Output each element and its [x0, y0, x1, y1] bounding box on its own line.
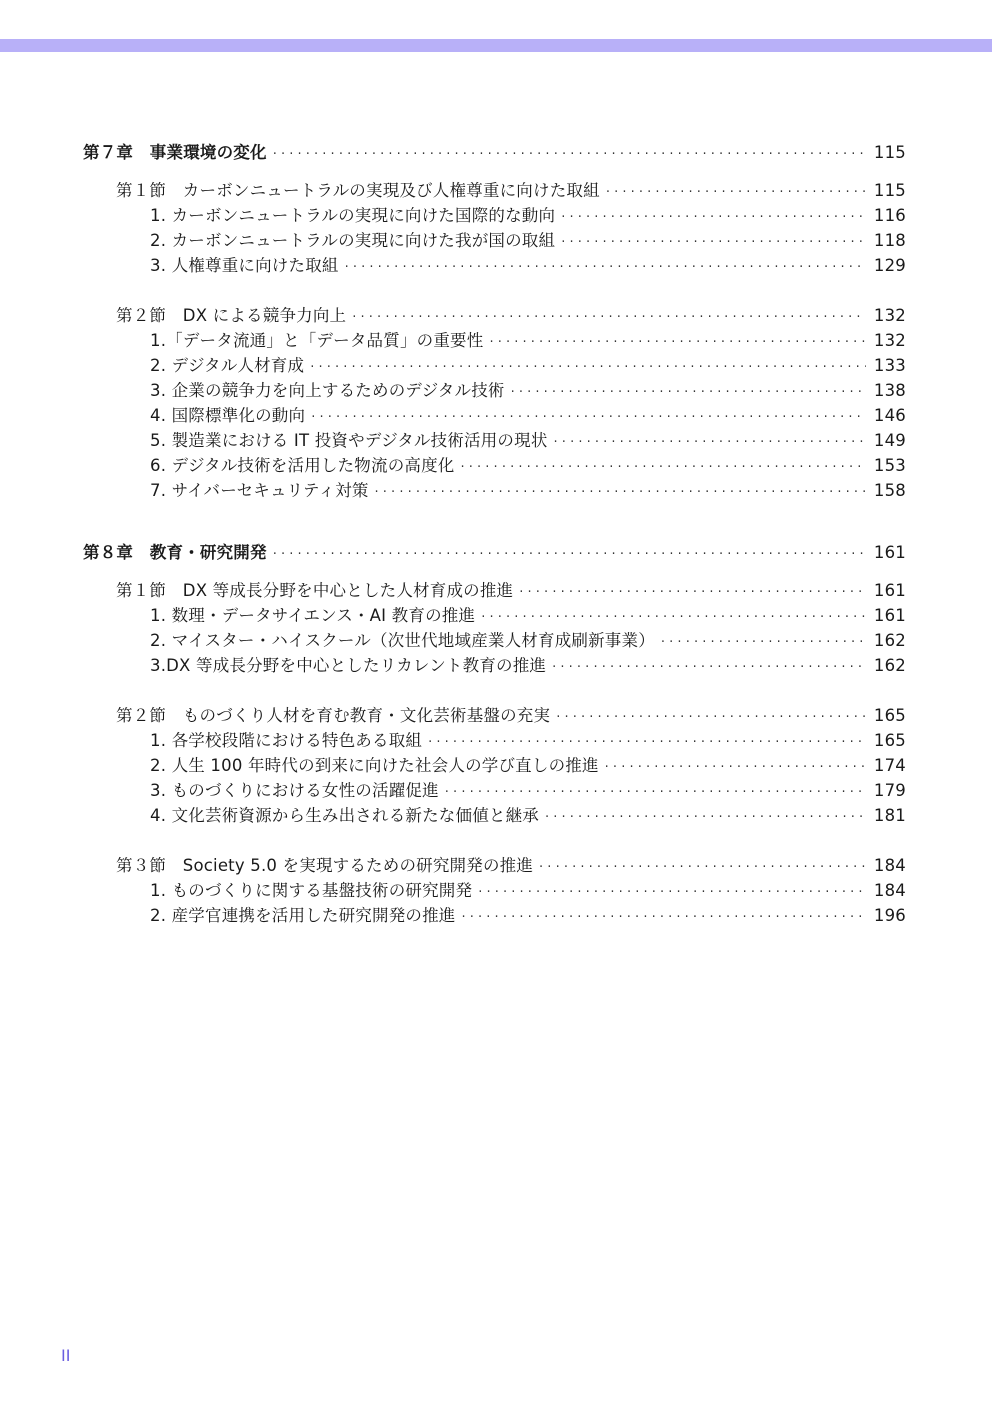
toc-item-row[interactable]	[150, 605, 906, 627]
toc-entry-page: 161	[873, 606, 906, 625]
toc-item-row[interactable]	[150, 730, 906, 752]
toc-entry-page: 184	[873, 881, 906, 900]
toc-entry-page: 165	[873, 731, 906, 750]
toc-entry-page: 184	[873, 856, 906, 875]
toc-entry-page: 165	[873, 706, 906, 725]
toc-entry-title: 3. 人権尊重に向けた取組	[150, 256, 339, 275]
toc-entry-title: 第２節 ものづくり人材を育む教育・文化芸術基盤の充実	[116, 706, 551, 725]
toc-entry-title: 1. 数理・データサイエンス・AI 教育の推進	[150, 606, 476, 625]
toc-dot-leader	[554, 432, 866, 454]
toc-entry-page: 129	[873, 256, 906, 275]
toc-dot-leader	[605, 757, 866, 779]
toc-chapter-row[interactable]	[83, 142, 906, 164]
toc-chapter-row[interactable]	[83, 542, 906, 564]
toc-item-row[interactable]	[150, 330, 906, 352]
toc-entry-page: 118	[873, 231, 906, 250]
toc-entry-title: 第１節 カーボンニュートラルの実現及び人権尊重に向けた取組	[116, 181, 600, 200]
toc-dot-leader	[489, 332, 865, 354]
toc-entry-title: 6. デジタル技術を活用した物流の高度化	[150, 456, 455, 475]
toc-entry-page: 132	[873, 331, 906, 350]
toc-entry-title: 第７章 事業環境の変化	[83, 143, 267, 162]
toc-entry-title: 4. 文化芸術資源から生み出される新たな価値と継承	[150, 806, 539, 825]
page-number: II	[61, 1346, 71, 1365]
toc-dot-leader	[545, 807, 866, 829]
toc-entry-title: 2. 産学官連携を活用した研究開発の推進	[150, 906, 456, 925]
toc-section-row[interactable]	[116, 705, 906, 727]
toc-dot-leader	[481, 607, 866, 629]
toc-dot-leader	[273, 544, 866, 566]
toc-dot-leader	[552, 657, 866, 679]
toc-entry-title: 2. 人生 100 年時代の到来に向けた社会人の学び直しの推進	[150, 756, 599, 775]
toc-entry-page: 174	[873, 756, 906, 775]
toc-dot-leader	[345, 257, 866, 279]
toc-entry-page: 116	[873, 206, 906, 225]
toc-entry-title: 7. サイバーセキュリティ対策	[150, 481, 369, 500]
toc-entry-title: 第１節 DX 等成長分野を中心とした人材育成の推進	[116, 581, 514, 600]
toc-item-row[interactable]	[150, 255, 906, 277]
toc-dot-leader	[461, 457, 866, 479]
toc-entry-page: 179	[873, 781, 906, 800]
toc-entry-title: 第２節 DX による競争力向上	[116, 306, 347, 325]
toc-entry-title: 2. カーボンニュートラルの実現に向けた我が国の取組	[150, 231, 556, 250]
toc-dot-leader	[561, 207, 866, 229]
toc-item-row[interactable]	[150, 205, 906, 227]
toc-item-row[interactable]	[150, 780, 906, 802]
toc-dot-leader	[428, 732, 866, 754]
toc-section-row[interactable]	[116, 180, 906, 202]
toc-entry-title: 3. 企業の競争力を向上するためのデジタル技術	[150, 381, 505, 400]
toc-entry-page: 133	[873, 356, 906, 375]
toc-item-row[interactable]	[150, 655, 906, 677]
toc-entry-title: 3.DX 等成長分野を中心としたリカレント教育の推進	[150, 656, 547, 675]
toc-entry-page: 115	[873, 181, 906, 200]
toc-entry-page: 149	[873, 431, 906, 450]
toc-entry-page: 196	[873, 906, 906, 925]
toc-item-row[interactable]	[150, 355, 906, 377]
toc-dot-leader	[519, 582, 866, 604]
toc-dot-leader	[661, 632, 866, 654]
toc-dot-leader	[462, 907, 866, 929]
toc-entry-title: 1. ものづくりに関する基盤技術の研究開発	[150, 881, 473, 900]
toc-entry-title: 2. マイスター・ハイスクール（次世代地域産業人材育成刷新事業）	[150, 631, 655, 650]
toc-item-row[interactable]	[150, 805, 906, 827]
toc-dot-leader	[311, 407, 866, 429]
toc-item-row[interactable]	[150, 630, 906, 652]
toc-item-row[interactable]	[150, 380, 906, 402]
toc-entry-title: 5. 製造業における IT 投資やデジタル技術活用の現状	[150, 431, 548, 450]
toc-item-row[interactable]	[150, 880, 906, 902]
toc-entry-page: 162	[873, 656, 906, 675]
toc-entry-page: 115	[873, 143, 906, 162]
toc-entry-page: 153	[873, 456, 906, 475]
header-accent-bar	[0, 39, 992, 52]
toc-entry-title: 2. デジタル人材育成	[150, 356, 305, 375]
toc-section-row[interactable]	[116, 580, 906, 602]
toc-dot-leader	[606, 182, 866, 204]
toc-entry-title: 4. 国際標準化の動向	[150, 406, 306, 425]
toc-item-row[interactable]	[150, 405, 906, 427]
toc-dot-leader	[273, 144, 866, 166]
toc-item-row[interactable]	[150, 230, 906, 252]
toc-dot-leader	[478, 882, 866, 904]
toc-entry-title: 1.「データ流通」と「データ品質」の重要性	[150, 331, 484, 350]
toc-dot-leader	[556, 707, 866, 729]
toc-dot-leader	[511, 382, 866, 404]
toc-dot-leader	[310, 357, 866, 379]
toc-item-row[interactable]	[150, 455, 906, 477]
toc-entry-title: 第３節 Society 5.0 を実現するための研究開発の推進	[116, 856, 534, 875]
toc-section-row[interactable]	[116, 855, 906, 877]
toc-entry-page: 158	[873, 481, 906, 500]
toc-item-row[interactable]	[150, 480, 906, 502]
toc-item-row[interactable]	[150, 430, 906, 452]
toc-item-row[interactable]	[150, 905, 906, 927]
toc-entry-title: 3. ものづくりにおける女性の活躍促進	[150, 781, 439, 800]
toc-entry-page: 146	[873, 406, 906, 425]
toc-item-row[interactable]	[150, 755, 906, 777]
toc-entry-page: 132	[873, 306, 906, 325]
toc-entry-page: 162	[873, 631, 906, 650]
toc-entry-page: 181	[873, 806, 906, 825]
toc-entry-title: 1. 各学校段階における特色ある取組	[150, 731, 423, 750]
toc-entry-page: 161	[873, 581, 906, 600]
toc-entry-title: 1. カーボンニュートラルの実現に向けた国際的な動向	[150, 206, 556, 225]
toc-section-row[interactable]	[116, 305, 906, 327]
toc-entry-page: 161	[873, 543, 906, 562]
toc-dot-leader	[561, 232, 866, 254]
toc-dot-leader	[445, 782, 866, 804]
toc-dot-leader	[539, 857, 866, 879]
toc-dot-leader	[352, 307, 866, 329]
toc-entry-page: 138	[873, 381, 906, 400]
toc-entry-title: 第８章 教育・研究開発	[83, 543, 267, 562]
toc-dot-leader	[375, 482, 866, 504]
